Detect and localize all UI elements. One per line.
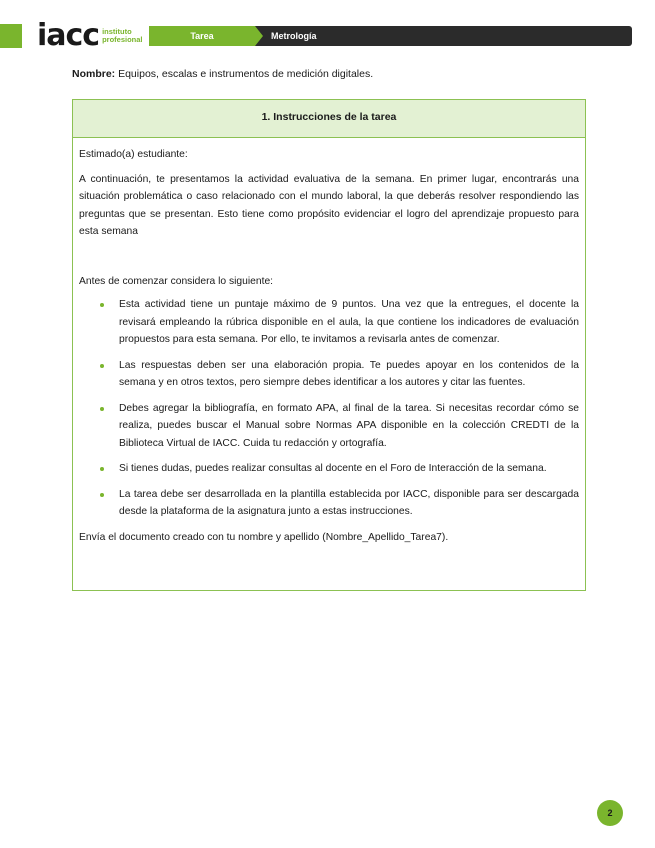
before-start-text: Antes de comenzar considera lo siguiente: (79, 275, 274, 287)
name-label: Nombre: (72, 68, 116, 80)
bullet-icon (100, 364, 104, 368)
instructions-body (73, 138, 585, 546)
instructions-box (72, 99, 586, 591)
name-value: Equipos, escalas e instrumentos de medición digitales. (118, 68, 374, 80)
logo-subtitle-line-1: instituto (102, 27, 132, 36)
intro-paragraph: A continuación, te presentamos la actividad evaluativa de la semana. En primer lugar, encontrarás una situación problemática o caso relacionado con el mundo laboral, la que deberás resolver respondiendo las preguntas que se presentan. Esto tiene como propósito evidenciar el logro del aprendizaje propuesto para esta semana (79, 173, 579, 237)
bullet-icon (100, 407, 104, 411)
instructions-heading: 1. Instrucciones de la tarea (73, 100, 585, 138)
page-header (0, 18, 655, 53)
list-item (79, 357, 579, 392)
list-item (79, 296, 579, 349)
assignment-name-line (72, 68, 373, 80)
logo-wordmark: iacc (37, 18, 100, 53)
closing-text: Envía el documento creado con tu nombre y apellido (Nombre_Apellido_Tarea7). (79, 531, 449, 543)
page-number-badge: 2 (597, 800, 623, 826)
bullet-icon (100, 303, 104, 307)
list-item-text: Esta actividad tiene un puntaje máximo de 9 puntos. Una vez que la entregues, el docente la revisará empleando la rúbrica disponible en el aula, la que contiene los indicadores de evaluación propuestos para esta semana. Por ello, te invitamos a revisarla antes de comenzar. (119, 299, 579, 345)
bullet-icon (100, 467, 104, 471)
instructions-list (79, 296, 579, 521)
tab-arrow-shape (255, 26, 263, 46)
list-item-text: La tarea debe ser desarrollada en la plantilla establecida por IACC, disponible para ser descargada desde la plataforma de la asignatura junto a estas instrucciones. (119, 488, 579, 517)
spacer (79, 247, 579, 273)
tab-tarea-label: Tarea (190, 31, 214, 41)
list-item-text: Las respuestas deben ser una elaboración propia. Te puedes apoyar en los contenidos de la semana y en otros textos, pero siempre debes identificar a los autores y citar las fuentes. (119, 359, 579, 388)
logo-subtitle-line-2: profesional (102, 35, 143, 44)
list-item (79, 486, 579, 521)
list-item-text: Debes agregar la bibliografía, en formato APA, al final de la tarea. Si necesitas recordar cómo se realiza, puedes buscar el Manual sobre Normas APA disponible en la colección CREDTI de la Biblioteca Virtual de IACC. Cuida tu redacción y ortografía. (119, 402, 579, 449)
header-green-block (0, 24, 22, 48)
bullet-icon (100, 493, 104, 497)
list-item (79, 400, 579, 453)
logo-subtitle (102, 28, 142, 44)
subject-label: Metrología (271, 31, 317, 41)
list-item (79, 460, 579, 478)
iacc-logo (37, 18, 143, 53)
list-item-text: Si tienes dudas, puedes realizar consultas al docente en el Foro de Interacción de la semana. (119, 463, 547, 474)
greeting-text: Estimado(a) estudiante: (79, 149, 188, 160)
